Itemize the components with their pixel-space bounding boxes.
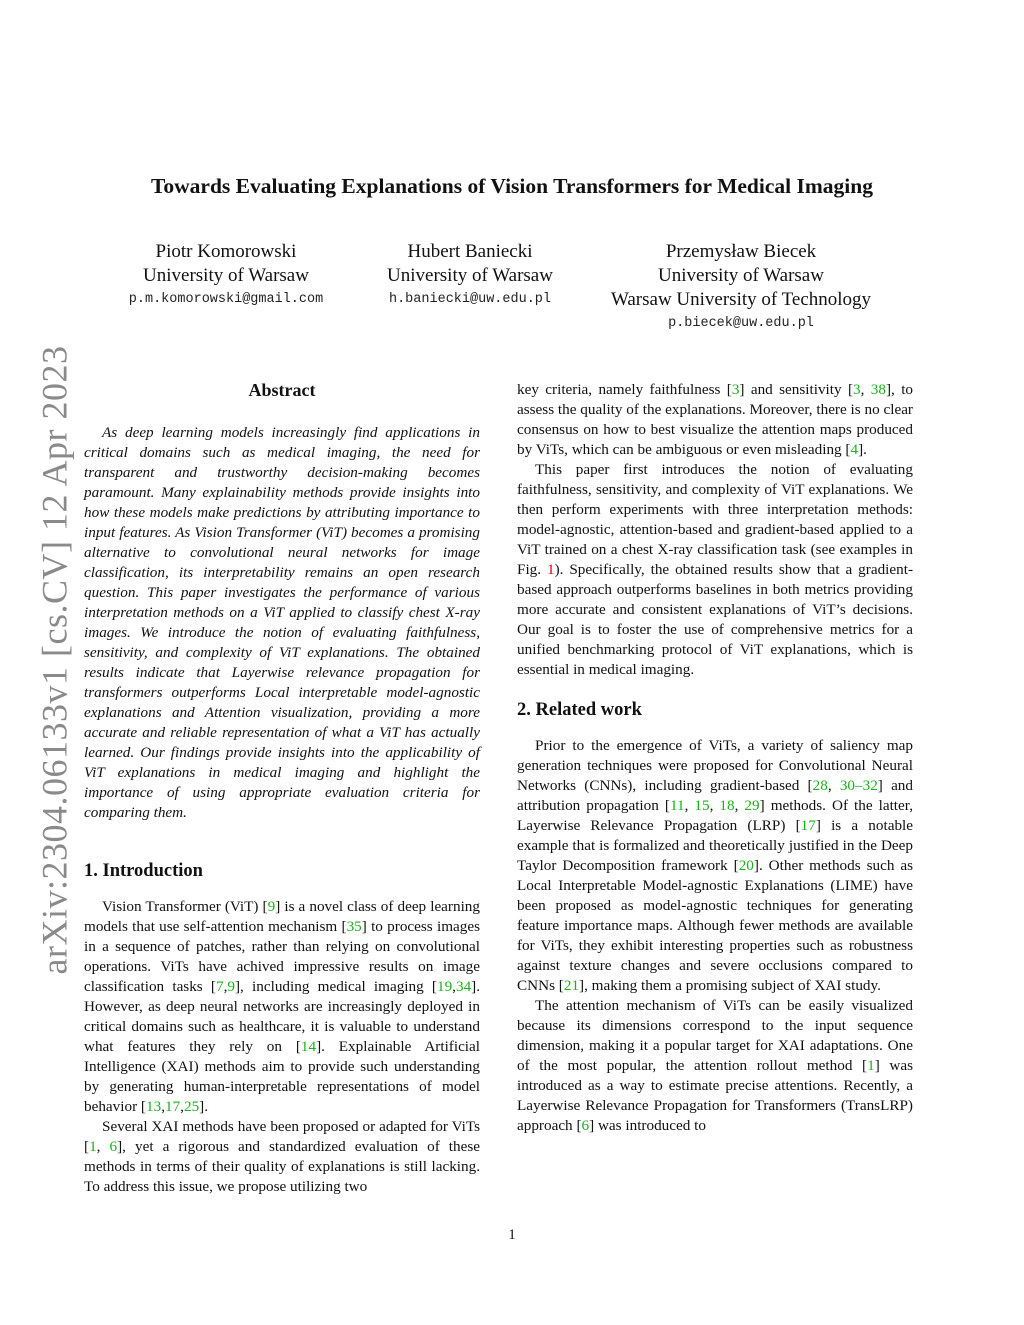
- separator: –: [855, 777, 863, 794]
- related-paragraph-2: [517, 996, 913, 1136]
- text-run: Vision Transformer (ViT) [: [102, 898, 268, 915]
- citation-link[interactable]: 29: [744, 797, 760, 814]
- separator: ,: [223, 978, 228, 995]
- author-name: Hubert Baniecki: [407, 241, 533, 262]
- text-run: ] and attribution propagation [: [517, 777, 913, 814]
- text-run: key criteria, namely faithfulness [: [517, 381, 732, 398]
- citation-link[interactable]: 9: [267, 898, 276, 915]
- text-run: This paper first introduces the notion of evaluating faithfulness, sensitivity, and complexity of ViT explanations. We then perform experiments with three interpretation methods: model-agnostic, attention-based and gradient-based applied to a ViT trained on a chest X-ray classification task (see examples in Fig.: [517, 461, 913, 578]
- intro-paragraph-2: [84, 1117, 480, 1197]
- author-affiliation: University of Warsaw: [387, 265, 553, 286]
- arxiv-stamp: [30, 345, 78, 975]
- citation-link[interactable]: 6: [109, 1138, 118, 1155]
- separator: ,: [96, 1138, 110, 1155]
- citation-link[interactable]: 38: [870, 381, 886, 398]
- intro-paragraph-continued: [517, 380, 913, 460]
- citation-link[interactable]: 21: [563, 977, 580, 994]
- author-1: [106, 240, 346, 312]
- separator: ,: [709, 797, 720, 814]
- page-number: 1: [508, 1227, 516, 1243]
- citation-link[interactable]: 30: [839, 777, 856, 794]
- citation-link[interactable]: 3: [853, 381, 861, 398]
- author-affiliation: University of Warsaw: [143, 265, 309, 286]
- citation-link[interactable]: 18: [719, 797, 735, 814]
- citation-link[interactable]: 32: [862, 777, 878, 794]
- text-run: The attention mechanism of ViTs can be easily visualized because its dimensions correspond to the input sequence dimension, making it a popular target for XAI adaptations. One of the most popular, the attention rollout method [: [517, 997, 913, 1074]
- citation-link[interactable]: 1: [89, 1138, 97, 1155]
- text-run: ], making them a promising subject of XAI study.: [579, 977, 881, 994]
- related-work-heading: 2. Related work: [517, 700, 642, 720]
- text-run: ].: [858, 441, 867, 458]
- text-run: ] is a novel class of deep learning models that use self-attention mechanism [: [84, 898, 480, 935]
- abstract-text: As deep learning models increasingly find applications in critical domains such as medical imaging, the need for transparent and trustworthy decision-making becomes paramount. Many explainability methods provide insights into how these models make predictions by attributing importance to input features. As Vision Transformer (ViT) becomes a promising alternative to convolutional neural networks for image classification, its interpretability remains an open research question. This paper investigates the performance of various interpretation methods on a ViT applied to classify chest X-ray images. We introduce the notion of evaluating faithfulness, sensitivity, and complexity of ViT explanations. The obtained results indicate that Layerwise relevance propagation for transformers outperforms Local interpretable model-agnostic explanations and Attention visualization, providing a more accurate and reliable representation of what a ViT has actually learned. Our findings provide insights into the applicability of ViT explanations in medical imaging and highlight the importance of using appropriate evaluation criteria for comparing them.: [84, 424, 480, 821]
- text-run: ] was introduced as a way to estimate precise attentions. Recently, a Layerwise Relevance Propagation for Transformers (TransLRP) approach [: [517, 1057, 913, 1134]
- text-run: ], to assess the quality of the explanations. Moreover, there is no clear consensus on how to best visualize the attention maps produced by ViTs, which can be ambiguous or even misleading [: [517, 381, 914, 458]
- separator: ,: [827, 777, 840, 794]
- citation-link[interactable]: 35: [346, 918, 362, 935]
- citation-link[interactable]: 1: [867, 1057, 875, 1074]
- citation-link[interactable]: 20: [738, 857, 754, 874]
- separator: ,: [452, 978, 456, 995]
- text-run: ]. Explainable Artificial Intelligence (XAI) methods aim to provide such understanding by generating human-interpretable representations of model behavior [: [84, 1038, 480, 1115]
- author-email: p.biecek@uw.edu.pl: [668, 316, 814, 331]
- citation-link[interactable]: 7: [216, 978, 224, 995]
- intro-paragraph-3: [517, 460, 913, 680]
- paper-title: Towards Evaluating Explanations of Vision Transformers for Medical Imaging: [151, 174, 873, 198]
- text-run: ]. However, as deep neural networks are increasingly deployed in critical domains such as healthcare, it is valuable to understand what features they rely on [: [84, 978, 481, 1055]
- text-run: Prior to the emergence of ViTs, a variety of saliency map generation techniques were proposed for Convolutional Neural Networks (CNNs), including gradient-based [: [517, 737, 913, 794]
- text-run: ] was introduced to: [589, 1117, 706, 1134]
- citation-link[interactable]: 19: [436, 978, 453, 995]
- text-run: ] to process images in a sequence of patches, rather than relying on convolutional operations. ViTs have achived impressive results on image classification tasks [: [84, 918, 480, 995]
- author-block: [0, 240, 1024, 340]
- related-paragraph-1: [517, 736, 913, 996]
- citation-link[interactable]: 17: [164, 1098, 181, 1115]
- citation-link[interactable]: 25: [183, 1098, 200, 1115]
- text-run: ] is a notable example that is formalized and theoretically justified in the Deep Taylor Decomposition framework [: [517, 817, 913, 874]
- left-column: [84, 380, 480, 1197]
- author-affiliation: University of Warsaw: [658, 265, 824, 286]
- citation-link[interactable]: 15: [694, 797, 710, 814]
- citation-link[interactable]: 13: [146, 1098, 162, 1115]
- citation-link[interactable]: 9: [227, 978, 235, 995]
- separator: ,: [180, 1098, 184, 1115]
- text-run: ]. Other methods such as Local Interpretable Model-agnostic Explanations (LIME) have been proposed as model-agnostic techniques for generating feature importance maps. Although fewer methods are available for ViTs, they exhibit interesting properties such as robustness against texture changes and severe occlusions compared to CNNs [: [517, 857, 914, 994]
- citation-link[interactable]: 3: [731, 381, 740, 398]
- separator: ,: [161, 1098, 165, 1115]
- figure-reference-link[interactable]: 1: [546, 561, 555, 578]
- citation-link[interactable]: 28: [812, 777, 828, 794]
- text-run: ). Specifically, the obtained results show that a gradient-based approach outperforms baselines in both metrics providing more accurate and consistent explanations of ViT’s decisions. Our goal is to foster the use of comprehensive metrics for a unified benchmarking protocol of ViT explanations, which is essential in medical imaging.: [517, 561, 913, 678]
- citation-link[interactable]: 6: [581, 1117, 590, 1134]
- author-affiliation-2: Warsaw University of Technology: [610, 289, 872, 310]
- introduction-heading: 1. Introduction: [84, 861, 203, 881]
- author-email: p.m.komorowski@gmail.com: [128, 292, 324, 307]
- citation-link[interactable]: 4: [850, 441, 859, 458]
- text-run: ], including medical imaging [: [234, 978, 437, 995]
- citation-link[interactable]: 11: [669, 797, 685, 814]
- arxiv-id: arXiv:2304.06133v1 [cs.CV] 12 Apr 2023: [34, 345, 75, 975]
- text-run: ] methods. Of the latter, Layerwise Relevance Propagation (LRP) [: [517, 797, 914, 834]
- separator: ,: [860, 381, 871, 398]
- author-2: [360, 240, 580, 312]
- citation-link[interactable]: 34: [455, 978, 472, 995]
- right-column: [517, 380, 913, 1136]
- author-email: h.baniecki@uw.edu.pl: [388, 292, 552, 307]
- text-run: ] and sensitivity [: [739, 381, 854, 398]
- intro-paragraph-1: [84, 897, 480, 1117]
- text-run: ].: [199, 1098, 209, 1115]
- separator: ,: [684, 797, 695, 814]
- abstract-heading: Abstract: [248, 380, 316, 400]
- author-name: Piotr Komorowski: [155, 241, 297, 262]
- author-name: Przemysław Biecek: [665, 241, 817, 262]
- text-run: Several XAI methods have been proposed or adapted for ViTs [: [84, 1118, 480, 1155]
- citation-link[interactable]: 17: [800, 817, 816, 834]
- author-3: [596, 240, 886, 336]
- citation-link[interactable]: 14: [300, 1038, 317, 1055]
- text-run: ], yet a rigorous and standardized evaluation of these methods in terms of their quality of explanations is still lacking. To address this issue, we propose utilizing two: [84, 1138, 480, 1195]
- separator: ,: [734, 797, 745, 814]
